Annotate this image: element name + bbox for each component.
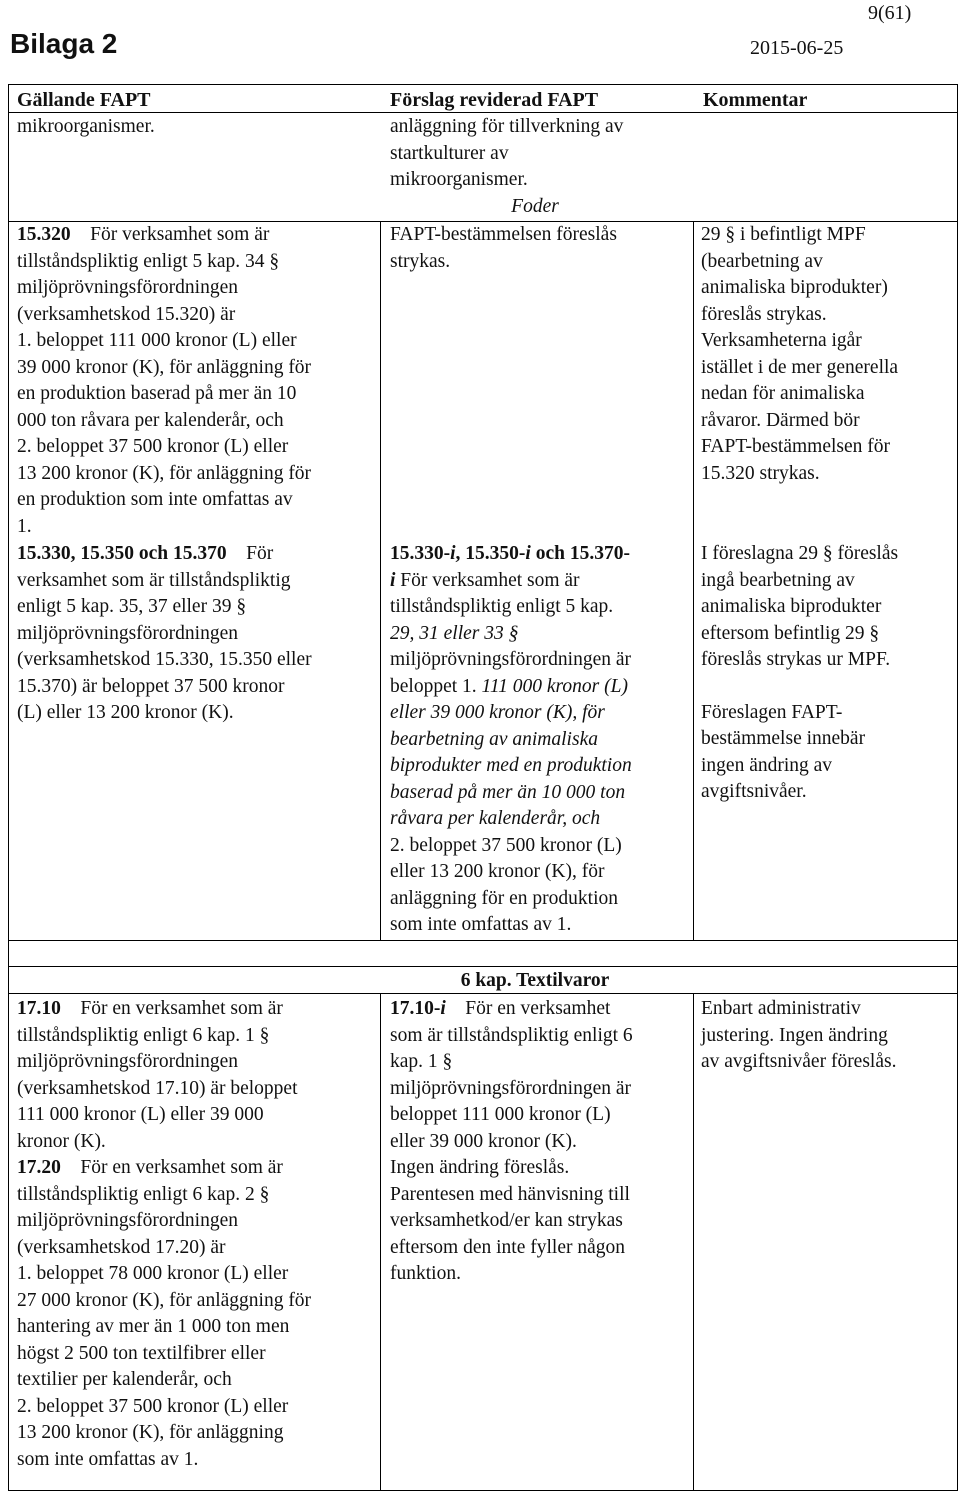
row3-current-text bbox=[17, 996, 373, 1473]
row2-comment-text bbox=[701, 541, 951, 806]
header-kommentar: Kommentar bbox=[703, 89, 808, 111]
header-gallande-fapt: Gällande FAPT bbox=[17, 89, 151, 111]
row2-comment-p1: I föreslagna 29 § föreslås ingå bearbetning av animaliska biprodukter eftersom befintlig 29 § föreslås strykas ur MPF. bbox=[701, 543, 899, 670]
row1-proposal-text: FAPT-bestämmelsen föreslås strykas. bbox=[390, 224, 617, 272]
row1-comment-text: 29 § i befintligt MPF (bearbetning av animaliska biprodukter) föreslås strykas. Verksamheterna igår istället i de mer generella nedan för animaliska råvaror. Därmed bör FAPT-bestämmelsen för 15.320 strykas. bbox=[701, 224, 899, 484]
row1-current-number: 15.320 bbox=[17, 224, 71, 245]
row2-comment-p2: Föreslagen FAPT- bestämmelse innebär ingen ändring av avgiftsnivåer. bbox=[701, 701, 866, 802]
document-title: Bilaga 2 bbox=[10, 28, 118, 59]
section-heading-textilvaror: 6 kap. Textilvaror bbox=[460, 970, 610, 991]
row3b-proposal-text: Ingen ändring föreslås. Parentesen med hänvisning till verksamhetkod/er kan strykas eftersom den inte fyller någon funktion. bbox=[390, 1157, 630, 1284]
row2-proposal-tail: 2. beloppet 37 500 kronor (L) eller 13 200 kronor (K), för anläggning för en produktion som inte omfattas av 1. bbox=[390, 834, 622, 935]
row2-current-body: För verksamhet som är tillståndspliktig enligt 5 kap. 35, 37 eller 39 § miljöprövningsförordningen (verksamhetskod 15.330, 15.350 eller 15.370) är beloppet 37 500 kronor (L) eller 13 200 kronor (K). bbox=[17, 543, 312, 723]
row2-proposal-italic: eller 39 000 kronor (K), för bearbetning av animaliska biprodukter med en produktion baserad på mer än 10 000 ton råvara per kalenderår, och bbox=[390, 702, 632, 829]
row3-current-body: För en verksamhet som är tillståndspliktig enligt 6 kap. 1 § miljöprövningsförordningen (verksamhetskod 17.10) är beloppet 111 000 kronor (L) eller 39 000 kronor (K). bbox=[17, 998, 298, 1152]
row2-proposal-text: 15.330-i, 15.350-i och 15.370- i För verksamhet som är tillståndspliktig enligt 5 kap. 29, 31 eller 33 § miljöprövningsförordningen är beloppet 1. 111 000 kronor (L) eller 39 000 kronor (K), för bearbetning av animaliska biprodukter med en produktion baserad på mer än 10 000 ton råvara per kalenderår, och 2. beloppet 37 500 kronor (L) eller 13 200 kronor (K), för anläggning för en produktion som inte omfattas av 1. bbox=[390, 543, 632, 935]
document-date: 2015-06-25 bbox=[750, 37, 844, 59]
row0-proposal-text: anläggning för tillverkning av startkulturer av mikroorganismer. bbox=[390, 116, 624, 190]
row3-comment-text: Enbart administrativ justering. Ingen ändring av avgiftsnivåer föreslås. bbox=[701, 998, 897, 1072]
row2-current-text bbox=[17, 541, 373, 727]
row3b-current-body: För en verksamhet som är tillståndspliktig enligt 6 kap. 2 § miljöprövningsförordningen (verksamhetskod 17.20) är 1. beloppet 78 000 kronor (L) eller 27 000 kronor (K), för anläggning för hantering av mer än 1 000 ton men högst 2 500 ton textilfibrer eller textilier per kalenderår, och 2. beloppet 37 500 kronor (L) eller 13 200 kronor (K), för anläggning som inte omfattas av 1. bbox=[17, 1157, 312, 1470]
row3-proposal-number: 17.10-i bbox=[390, 998, 446, 1019]
row3-current-number: 17.10 bbox=[17, 998, 61, 1019]
row1-current-body: För verksamhet som är tillståndspliktig enligt 5 kap. 34 § miljöprövningsförordningen (verksamhetskod 15.320) är 1. beloppet 111 000 kronor (L) eller 39 000 kronor (K), för anläggning för en produktion baserad på mer än 10 000 ton råvara per kalenderår, och 2. beloppet 37 500 kronor (L) eller 13 200 kronor (K), för anläggning för en produktion som inte omfattas av 1. bbox=[17, 224, 312, 537]
row0-current-text: mikroorganismer. bbox=[17, 116, 155, 137]
row3b-current-number: 17.20 bbox=[17, 1157, 61, 1178]
page-number: 9(61) bbox=[868, 2, 912, 24]
row2-proposal-number: 15.330-i, 15.350-i och 15.370- i bbox=[390, 543, 630, 591]
row3-proposal-text bbox=[390, 996, 685, 1288]
header-forslag-fapt: Förslag reviderad FAPT bbox=[390, 89, 599, 111]
row2-current-number: 15.330, 15.350 och 15.370 bbox=[17, 543, 227, 564]
row3-proposal-body: För en verksamhet som är tillståndspliktig enligt 6 kap. 1 § miljöprövningsförordningen är beloppet 111 000 kronor (L) eller 39 000 kronor (K). bbox=[390, 998, 633, 1152]
row1-current-text bbox=[17, 222, 373, 540]
section-heading-foder: Foder bbox=[511, 196, 559, 217]
